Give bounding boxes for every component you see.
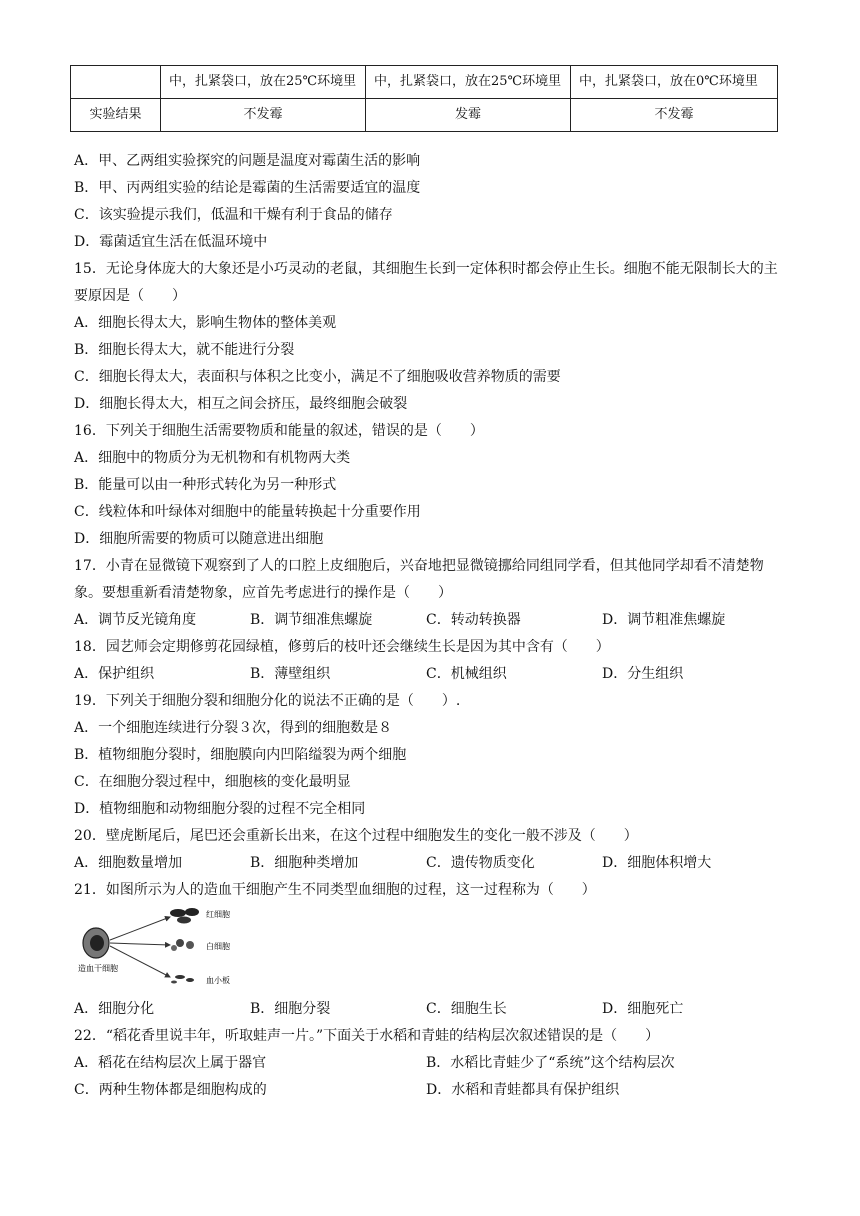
q19-option-c: C．在细胞分裂过程中，细胞核的变化最明显 xyxy=(74,774,351,790)
q17-option-b: B．调节细准焦螺旋 xyxy=(250,612,373,628)
q18-option-b: B．薄壁组织 xyxy=(250,666,331,682)
q17-stem: 17．小青在显微镜下观察到了人的口腔上皮细胞后，兴奋地把显微镜挪给同组同学看，但其他同学却看不清楚物象。要想重新看清楚物象，应首先考虑进行的操作是（ ） xyxy=(74,558,764,601)
q22-option-c: C．两种生物体都是细胞构成的 xyxy=(74,1082,267,1098)
q16-option-c: C．线粒体和叶绿体对细胞中的能量转换起十分重要作用 xyxy=(74,504,421,520)
q22-stem: 22．“稻花香里说丰年，听取蛙声一片。”下面关于水稻和青蛙的结构层次叙述错误的是（ ） xyxy=(74,1028,660,1044)
table-cell: 中，扎紧袋口，放在0℃环境里 xyxy=(571,66,778,99)
q15-option-b: B．细胞长得太大，就不能进行分裂 xyxy=(74,342,295,358)
red-blood-cell-label: 红细胞 xyxy=(206,910,230,919)
arrow-icon xyxy=(110,917,170,940)
white-blood-cell-icon xyxy=(171,939,194,951)
white-blood-cell-label: 白细胞 xyxy=(206,942,230,951)
q15-stem: 15．无论身体庞大的大象还是小巧灵动的老鼠，其细胞生长到一定体积时都会停止生长。细胞不能无限制长大的主要原因是（ ） xyxy=(74,261,778,304)
q17-option-a: A．调节反光镜角度 xyxy=(74,612,197,628)
q18-option-a: A．保护组织 xyxy=(74,666,155,682)
q18-stem: 18．园艺师会定期修剪花园绿植，修剪后的枝叶还会继续生长是因为其中含有（ ） xyxy=(74,639,610,655)
q17-option-d: D．调节粗准焦螺旋 xyxy=(602,612,726,628)
q21-stem: 21．如图所示为人的造血干细胞产生不同类型血细胞的过程，这一过程称为（ ） xyxy=(74,882,596,898)
table-cell xyxy=(71,66,161,99)
q14-option-d: D．霉菌适宜生活在低温环境中 xyxy=(74,234,268,250)
table-cell: 中，扎紧袋口，放在25℃环境里 xyxy=(161,66,366,99)
table-cell: 发霉 xyxy=(366,99,571,132)
table-cell: 不发霉 xyxy=(571,99,778,132)
experiment-table xyxy=(70,65,778,132)
q16-option-b: B．能量可以由一种形式转化为另一种形式 xyxy=(74,477,337,493)
q15-option-d: D．细胞长得太大，相互之间会挤压，最终细胞会破裂 xyxy=(74,396,408,412)
arrow-icon xyxy=(110,943,170,945)
table-row xyxy=(71,66,778,99)
table-row xyxy=(71,99,778,132)
q16-option-a: A．细胞中的物质分为无机物和有机物两大类 xyxy=(74,450,351,466)
q17-option-c: C．转动转换器 xyxy=(426,612,521,628)
platelet-label: 血小板 xyxy=(206,976,230,985)
q14-option-c: C．该实验提示我们，低温和干燥有利于食品的储存 xyxy=(74,207,393,223)
stem-cell-label: 造血干细胞 xyxy=(78,964,118,973)
q16-stem: 16．下列关于细胞生活需要物质和能量的叙述，错误的是（ ） xyxy=(74,423,484,439)
q21-option-a: A．细胞分化 xyxy=(74,1001,155,1017)
q20-option-d: D．细胞体积增大 xyxy=(602,855,712,871)
q19-option-b: B．植物细胞分裂时，细胞膜向内凹陷缢裂为两个细胞 xyxy=(74,747,407,763)
q14-option-b: B．甲、丙两组实验的结论是霉菌的生活需要适宜的温度 xyxy=(74,180,421,196)
q20-option-b: B．细胞种类增加 xyxy=(250,855,359,871)
q19-option-d: D．植物细胞和动物细胞分裂的过程不完全相同 xyxy=(74,801,366,817)
table-cell: 实验结果 xyxy=(71,99,161,132)
q21-option-c: C．细胞生长 xyxy=(426,1001,507,1017)
q21-option-d: D．细胞死亡 xyxy=(602,1001,684,1017)
q20-option-a: A．细胞数量增加 xyxy=(74,855,183,871)
arrow-icon xyxy=(110,946,170,977)
q18-option-c: C．机械组织 xyxy=(426,666,507,682)
q22-option-b: B．水稻比青蛙少了“系统”这个结构层次 xyxy=(426,1055,675,1071)
table-cell: 中，扎紧袋口，放在25℃环境里 xyxy=(366,66,571,99)
blood-cell-differentiation-figure xyxy=(78,905,248,989)
platelet-icon xyxy=(171,975,194,984)
stem-cell-icon xyxy=(83,928,109,958)
q21-option-b: B．细胞分裂 xyxy=(250,1001,331,1017)
q19-option-a: A．一个细胞连续进行分裂３次，得到的细胞数是８ xyxy=(74,720,393,736)
q15-option-a: A．细胞长得太大，影响生物体的整体美观 xyxy=(74,315,337,331)
q18-option-d: D．分生组织 xyxy=(602,666,684,682)
red-blood-cell-icon xyxy=(170,908,199,924)
q15-option-c: C．细胞长得太大，表面积与体积之比变小，满足不了细胞吸收营养物质的需要 xyxy=(74,369,561,385)
q16-option-d: D．细胞所需要的物质可以随意进出细胞 xyxy=(74,531,324,547)
q20-option-c: C．遗传物质变化 xyxy=(426,855,535,871)
q22-option-d: D．水稻和青蛙都具有保护组织 xyxy=(426,1082,620,1098)
table-cell: 不发霉 xyxy=(161,99,366,132)
q20-stem: 20．壁虎断尾后，尾巴还会重新长出来，在这个过程中细胞发生的变化一般不涉及（ ） xyxy=(74,828,638,844)
q14-option-a: A．甲、乙两组实验探究的问题是温度对霉菌生活的影响 xyxy=(74,153,421,169)
q19-stem: 19．下列关于细胞分裂和细胞分化的说法不正确的是（ ）. xyxy=(74,693,461,709)
q22-option-a: A．稻花在结构层次上属于器官 xyxy=(74,1055,267,1071)
